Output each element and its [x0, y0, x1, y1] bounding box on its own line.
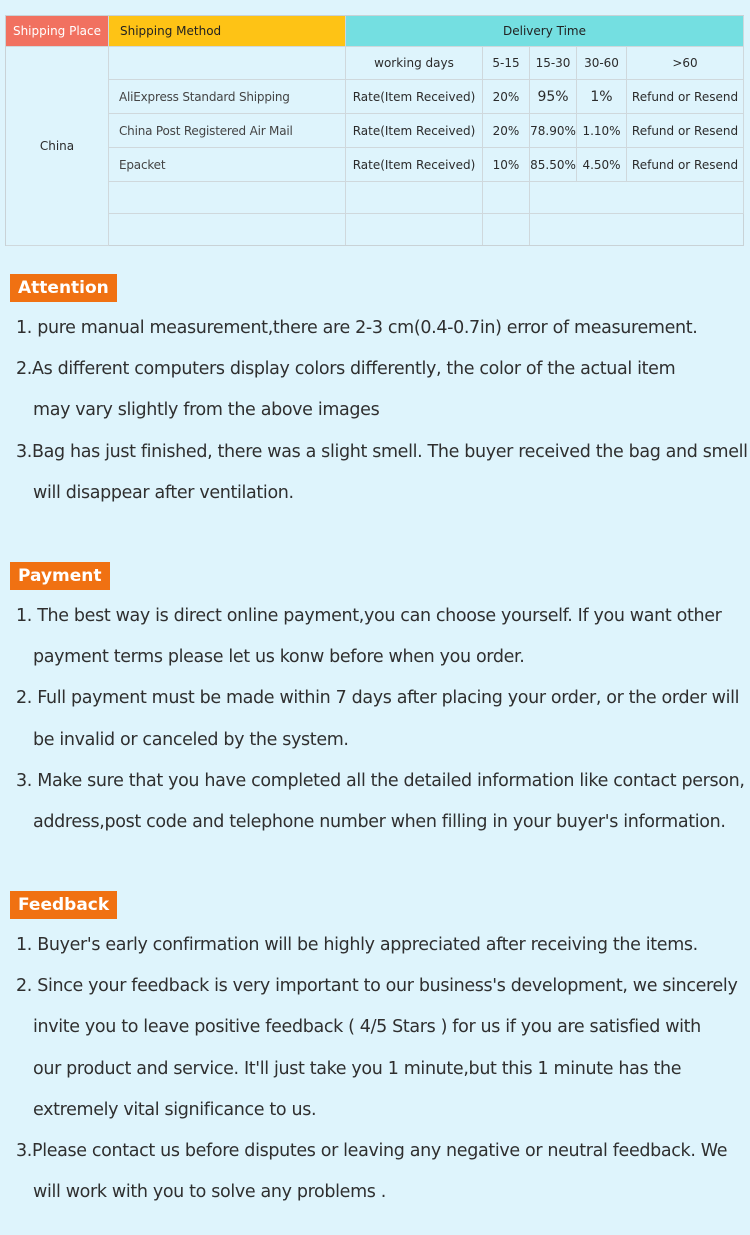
- payment-line: 1. The best way is direct online payment,you can choose yourself. If you want other: [16, 606, 722, 626]
- shipping-table: [5, 15, 744, 246]
- feedback-heading: Feedback: [10, 891, 117, 919]
- empty-cell: [530, 214, 744, 245]
- rate-5-15: 10%: [483, 148, 530, 182]
- payment-text: [16, 596, 745, 843]
- rate-label: Rate(Item Received): [346, 80, 483, 114]
- method-blank-cell: [109, 47, 346, 80]
- empty-cell: [109, 214, 346, 245]
- attention-heading: Attention: [10, 274, 117, 302]
- empty-cell: [346, 182, 483, 214]
- empty-cell: [483, 214, 530, 245]
- attention-text: [16, 308, 748, 514]
- rate-label: Rate(Item Received): [346, 114, 483, 148]
- method-epacket: Epacket: [109, 148, 346, 182]
- method-china-post-air-mail: China Post Registered Air Mail: [109, 114, 346, 148]
- rate-over-60: Refund or Resend: [627, 114, 744, 148]
- payment-line: address,post code and telephone number when filling in your buyer's information.: [33, 811, 726, 832]
- rate-15-30: 85.50%: [530, 148, 577, 182]
- subheader-working-days: working days: [346, 47, 483, 80]
- empty-cell: [530, 182, 744, 214]
- empty-cell: [483, 182, 530, 214]
- feedback-line: invite you to leave positive feedback ( 4/5 Stars ) for us if you are satisfied with: [33, 1017, 701, 1038]
- subheader-15-30: 15-30: [530, 47, 577, 80]
- payment-line: 3. Make sure that you have completed all the detailed information like contact person,: [16, 770, 745, 791]
- empty-cell: [109, 182, 346, 214]
- rate-5-15: 20%: [483, 114, 530, 148]
- attention-line: may vary slightly from the above images: [33, 400, 380, 421]
- payment-line: be invalid or canceled by the system.: [33, 729, 349, 750]
- payment-line: 2. Full payment must be made within 7 days after placing your order, or the order will: [16, 688, 740, 709]
- rate-label: Rate(Item Received): [346, 148, 483, 182]
- payment-heading: Payment: [10, 562, 110, 590]
- method-aliexpress-standard: AliExpress Standard Shipping: [109, 80, 346, 114]
- rate-5-15: 20%: [483, 80, 530, 114]
- attention-line: 2.As different computers display colors differently, the color of the actual item: [16, 359, 676, 380]
- attention-line: 3.Bag has just finished, there was a slight smell. The buyer received the bag and smell: [16, 441, 748, 462]
- subheader-over-60: >60: [627, 47, 744, 80]
- rate-15-30: 95%: [530, 80, 577, 114]
- feedback-line: will work with you to solve any problems .: [33, 1182, 386, 1203]
- header-shipping-method: Shipping Method: [109, 16, 346, 47]
- rate-30-60: 1.10%: [577, 114, 627, 148]
- header-delivery-time: Delivery Time: [346, 16, 744, 47]
- feedback-line: our product and service. It'll just take you 1 minute,but this 1 minute has the: [33, 1058, 682, 1079]
- rate-over-60: Refund or Resend: [627, 148, 744, 182]
- feedback-line: extremely vital significance to us.: [33, 1099, 317, 1120]
- feedback-line: 2. Since your feedback is very important to our business's development, we sincerely: [16, 976, 738, 997]
- feedback-text: [16, 925, 740, 1213]
- subheader-5-15: 5-15: [483, 47, 530, 80]
- attention-line: will disappear after ventilation.: [33, 482, 294, 503]
- feedback-line: 1. Buyer's early confirmation will be highly appreciated after receiving the items.: [16, 935, 698, 955]
- payment-line: payment terms please let us konw before when you order.: [33, 647, 525, 668]
- rate-over-60: Refund or Resend: [627, 80, 744, 114]
- rate-15-30: 78.90%: [530, 114, 577, 148]
- feedback-line: 3.Please contact us before disputes or leaving any negative or neutral feedback. We: [16, 1140, 728, 1161]
- empty-cell: [346, 214, 483, 245]
- rate-30-60: 1%: [577, 80, 627, 114]
- subheader-30-60: 30-60: [577, 47, 627, 80]
- shipping-place-value: China: [6, 47, 109, 246]
- rate-30-60: 4.50%: [577, 148, 627, 182]
- attention-line: 1. pure manual measurement,there are 2-3 cm(0.4-0.7in) error of measurement.: [16, 318, 698, 338]
- header-shipping-place: Shipping Place: [6, 16, 109, 47]
